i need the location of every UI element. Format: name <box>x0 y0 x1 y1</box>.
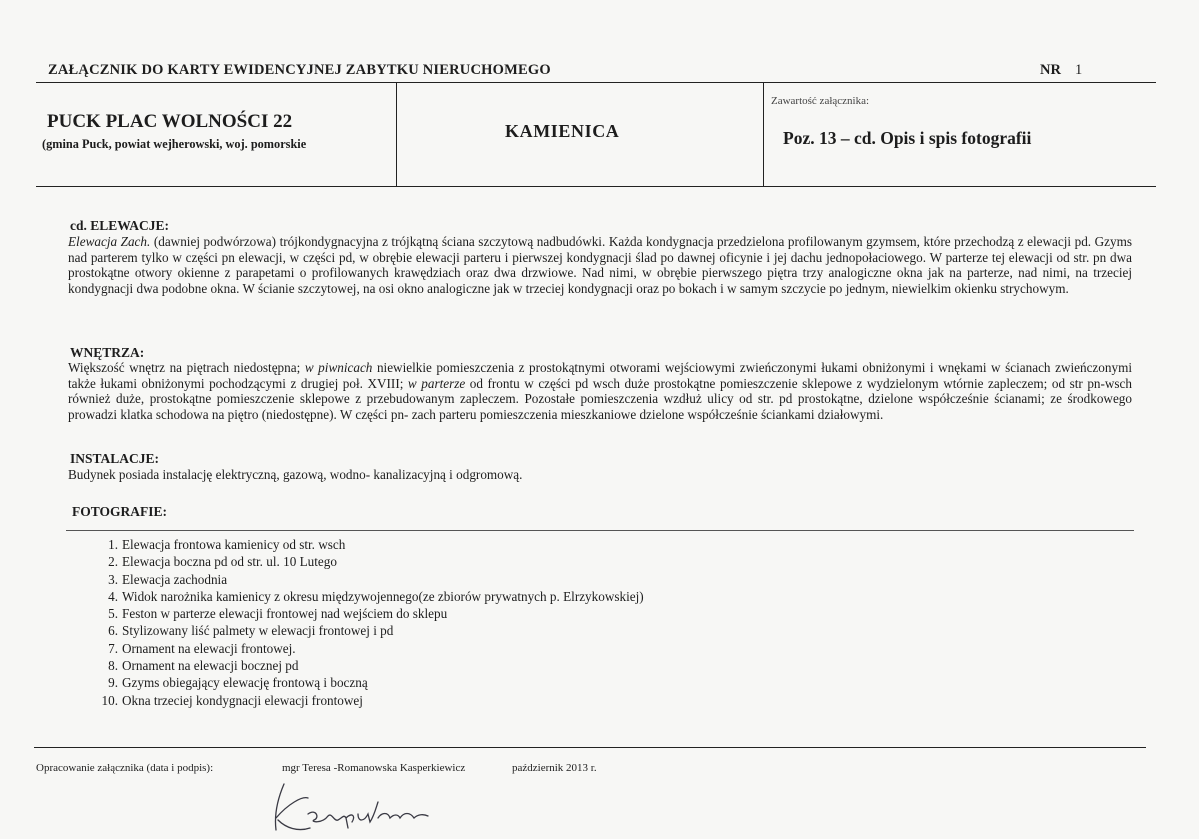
list-item <box>86 622 644 639</box>
photo-list <box>86 536 644 709</box>
photo-caption: Feston w parterze elewacji frontowej nad wejściem do sklepu <box>122 606 448 622</box>
interiors-part-2: niewielkie pomieszczenia z prostokątnymi otworami wejściowymi zwieńczonymi łukami obniżonymi i wnękami w ścianach zwieńczonymi także łukami obniżonymi pochodzącymi z drugiej poł. XVIII; <box>68 360 1132 391</box>
photo-caption: Okna trzeciej kondygnacji elewacji frontowej <box>122 692 363 708</box>
interiors-italic-2: w parterze <box>407 375 466 391</box>
photo-number: 9. <box>108 675 118 691</box>
elevations-lead: Elewacja Zach. <box>68 234 151 249</box>
prepared-date: październik 2013 r. <box>512 762 597 774</box>
photo-caption: Gzyms obiegający elewację frontową i boczną <box>122 675 368 691</box>
interiors-part-1: Większość wnętrz na piętrach niedostępna; <box>68 360 305 375</box>
elevations-heading: cd. ELEWACJE: <box>70 218 170 233</box>
rule-footer <box>34 747 1146 748</box>
divider-1 <box>396 82 397 186</box>
list-item <box>86 588 644 605</box>
photo-number: 2. <box>108 554 118 570</box>
list-item <box>86 692 644 709</box>
photo-caption: Ornament na elewacji bocznej pd <box>122 658 299 674</box>
photo-caption: Widok narożnika kamienicy z okresu międzywojennego(ze zbiorów prywatnych p. Elrzykowskiej) <box>122 588 644 604</box>
interiors-italic-1: w piwnicach <box>304 360 373 375</box>
installations-text: Budynek posiada instalację elektryczną, gazową, wodno- kanalizacyjną i odgromową. <box>68 467 523 482</box>
list-item <box>86 657 644 674</box>
installations-heading: INSTALACJE: <box>70 451 160 466</box>
author-name: mgr Teresa -Romanowska Kasperkiewicz <box>282 762 466 774</box>
list-item <box>86 553 644 570</box>
divider-2 <box>763 82 764 186</box>
nr-number <box>1040 62 1082 79</box>
elevations-text <box>68 234 1132 297</box>
photo-number: 1. <box>108 537 118 552</box>
list-item <box>86 674 644 691</box>
photo-number: 3. <box>108 571 118 587</box>
rule-top <box>36 82 1156 83</box>
prepared-by-label: Opracowanie załącznika (data i podpis): <box>36 762 214 774</box>
photo-number: 5. <box>108 606 118 622</box>
nr-label: NR <box>1040 62 1061 78</box>
object-type: KAMIENICA <box>505 121 620 141</box>
list-item <box>86 640 644 657</box>
attachment-title: ZAŁĄCZNIK DO KARTY EWIDENCYJNEJ ZABYTKU NIERUCHOMEGO <box>48 62 551 78</box>
attachment-content-label: Zawartość załącznika: <box>771 95 870 107</box>
handwritten-signature <box>264 778 454 836</box>
elevations-body: (dawniej podwórzowa) trójkondygnacyjna z trójkątną ściana szczytową nadbudówki. Każda kondygnacja przedzielona profilowanym gzymsem, które przechodzą z elewacji pd. Gzyms nad parterem tylko w części pn elewacji, w części pd, w obrębie elewacji parteru i pierwszej kondygnacji ślad po dawnej oficynie i jej dachu jednopołaciowego. W parterze tej elewacji od str. pn dwa prostokątne otwory okienne z parapetami o profilowanych krawędziach oraz dwa drzwiowe. Nad nimi, w obrębie pierwszego piętra trzy analogiczne okna jak na parterze, nad nimi, na trzeciej kondygnacji dwa podobne okna. W ścianie szczytowej, na osi okno analogiczne jak w trzeciej kondygnacji oraz po bokach i w samym szczycie po jednym, niewielkim okienku strychowym. <box>68 234 1132 297</box>
photo-caption: Stylizowany liść palmety w elewacji frontowej i pd <box>122 623 394 639</box>
interiors-text <box>68 360 1132 423</box>
nr-value: 1 <box>1074 62 1083 78</box>
photo-number: 8. <box>108 658 118 674</box>
photo-number: 6. <box>108 623 118 639</box>
photo-number: 4. <box>108 588 118 604</box>
photo-caption: Elewacja boczna pd od str. ul. 10 Lutego <box>122 554 337 570</box>
photo-number: 10. <box>101 692 118 708</box>
rule-photos <box>66 530 1134 531</box>
place-subtitle: (gmina Puck, powiat wejherowski, woj. pomorskie <box>42 137 307 151</box>
photos-heading: FOTOGRAFIE: <box>72 504 168 519</box>
photo-caption: Elewacja frontowa kamienicy od str. wsch <box>122 537 346 552</box>
rule-header-bottom <box>36 186 1156 187</box>
list-item <box>86 605 644 622</box>
photo-caption: Ornament na elewacji frontowej. <box>122 640 296 656</box>
photo-number: 7. <box>108 640 118 656</box>
interiors-part-3: od frontu w części pd wsch duże prostokątne pomieszczenie sklepowe z wydzielonym wtórnie zapleczem; od str pn-wsch również duże, prostokątne pomieszczenie sklepowe z przebudowanym zapleczem. Pozostałe pomieszczenia wzdłuż ulicy od str. pd prostokątne, dzielone współcześnie ścianami; ze środkowego prowadzi klatka schodowa na piętro (niedostępne). W części pn- zach parteru pomieszczenia mieszkaniowe dzielone współcześnie ściankami działowymi. <box>68 375 1132 423</box>
attachment-content-value: Poz. 13 – cd. Opis i spis fotografii <box>783 128 1032 148</box>
place-title: PUCK PLAC WOLNOŚCI 22 <box>47 111 293 132</box>
list-item <box>86 536 644 553</box>
list-item <box>86 571 644 588</box>
photo-caption: Elewacja zachodnia <box>122 571 228 587</box>
interiors-heading: WNĘTRZA: <box>70 345 145 360</box>
